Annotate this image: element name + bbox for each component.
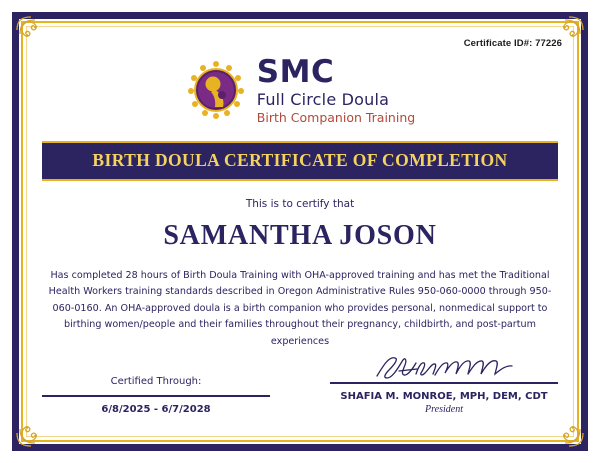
certificate-body-text: Has completed 28 hours of Birth Doula Training with OHA-approved training and has met the Traditional Health Workers training standards described in Oregon Administrative Rules 950-060-0000 through 950-060-0160. An OHA-approved doula is a birth companion who provides personal, nonmedical support to birthing women/people and their families throughout their pregnancy, childbirth, and post-partum experiences xyxy=(48,269,552,347)
certified-through-label: Certified Through: xyxy=(110,376,202,387)
footer-divider-right xyxy=(330,382,558,384)
footer-divider-left xyxy=(42,395,270,397)
brand-tagline: Birth Companion Training xyxy=(256,110,416,126)
certified-through-value: 6/8/2025 - 6/7/2028 xyxy=(101,404,211,415)
footer-right-column xyxy=(330,354,558,415)
certify-line: This is to certify that xyxy=(245,197,355,210)
handwritten-signature-icon xyxy=(330,354,558,382)
recipient-name: SAMANTHA JOSON xyxy=(163,219,437,251)
brand-acronym: SMC xyxy=(256,54,335,90)
page-title: BIRTH DOULA CERTIFICATE OF COMPLETION xyxy=(92,149,508,170)
signer-name: SHAFIA M. MONROE, MPH, DEM, CDT xyxy=(340,391,548,402)
certificate-title-banner xyxy=(42,141,558,181)
brand-header xyxy=(30,56,570,125)
brand-text xyxy=(257,56,415,125)
signer-title: President xyxy=(425,404,463,415)
certificate-footer xyxy=(42,354,558,415)
certificate-content xyxy=(30,30,570,433)
brand-name: Full Circle Doula xyxy=(256,89,390,109)
footer-left-column xyxy=(42,376,270,415)
full-circle-doula-logo-icon xyxy=(185,59,247,121)
certificate-id: Certificate ID#: 77226 xyxy=(463,38,562,49)
